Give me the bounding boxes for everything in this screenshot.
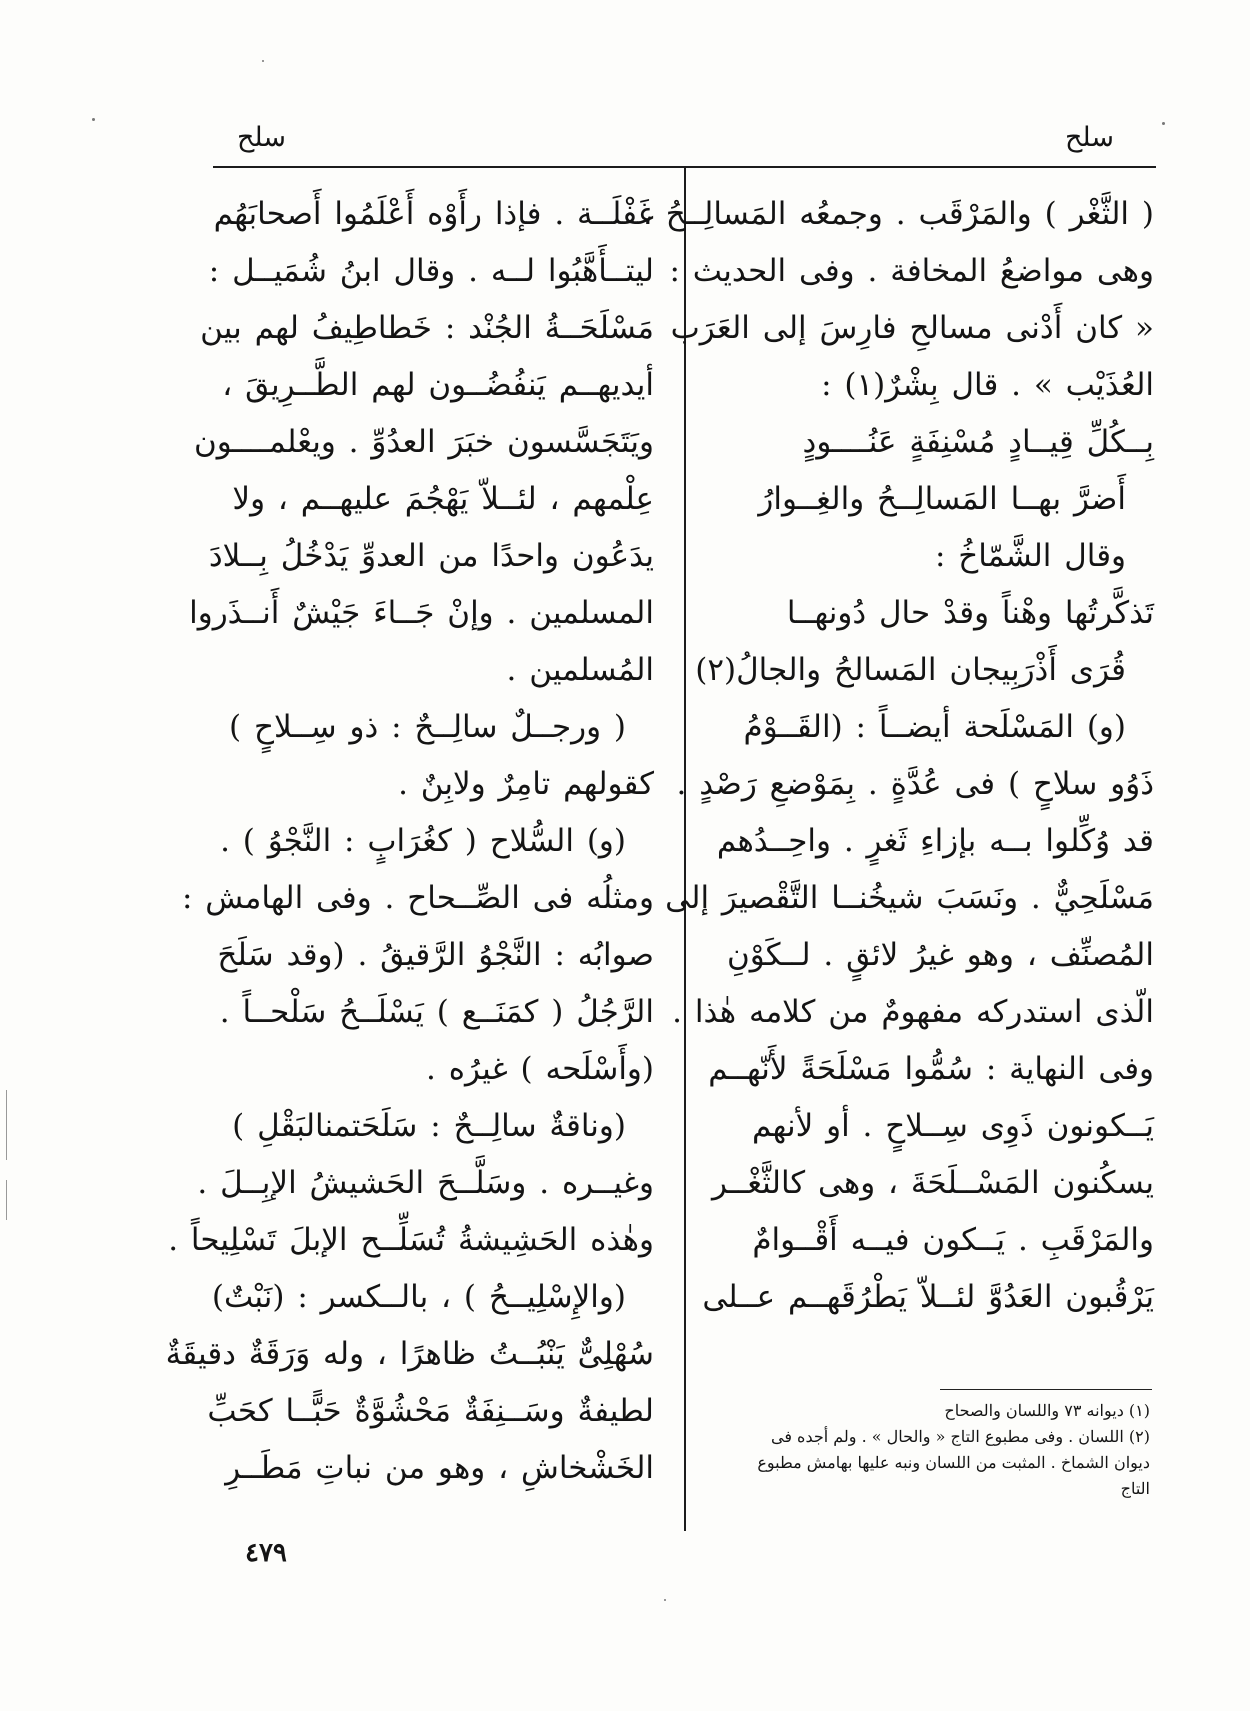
text-line: أيديهــم يَنفُضُــون لهم الطَّــرِيقَ ، — [222, 367, 654, 403]
text-line: ( الثَّغْر ) والمَرْقَب . وجمعُه المَسالِــحُ ، — [642, 196, 1154, 232]
text-line: يدَعُون واحدًا من العدوِّ يَدْخُلُ بِــلادَ — [208, 538, 654, 574]
verse-line: قُرَى أَذْرَبِيجان المَسالحُ والجالُ(٢) — [695, 652, 1126, 688]
text-line: قد وُكِّلوا بــه بإزاءِ ثَغرٍ . واحِــدُهم — [716, 823, 1154, 859]
text-line: وهى مواضعُ المخافة . وفى الحديث : — [669, 253, 1154, 289]
footnote-line: (١) ديوانه ٧٣ واللسان والصحاح — [944, 1401, 1150, 1420]
verse-line: بِــكُلِّ قِيــادٍ مُسْنِفَةٍ عَنُــــودٍ — [802, 424, 1154, 460]
text-line: ذَوُو سلاحٍ ) فى عُدَّةٍ . بِمَوْضعِ رَصْدٍ . — [676, 766, 1154, 802]
headword-left: سلح — [237, 122, 286, 153]
text-line: (و) المَسْلَحة أيضــاً : (القَــوْمُ — [743, 709, 1126, 745]
text-line: مَسْلَحِيٌّ . ونَسَبَ شيخُنــا التَّقْصيرَ إلى — [665, 880, 1154, 916]
headword-right: سلح — [1065, 122, 1114, 153]
text-line: ليتــأَهَّبُوا لــه . وقال ابنُ شُمَيــل : — [208, 253, 654, 289]
text-line: وفى النهاية : سُمُّوا مَسْلَحَةً لأَنّهــم — [708, 1051, 1154, 1087]
text-line: الخَشْخاشِ ، وهو من نباتِ مَطَــرِ — [225, 1450, 654, 1486]
text-line: غَفْلَــة . فإذا رأَوْه أَعْلَمُوا أَصحابَهُم — [213, 196, 654, 232]
scan-speck — [262, 60, 264, 62]
column-divider — [684, 168, 686, 1531]
text-line: يَــكونون ذَوِى سِــلاحٍ . أو لأنهم — [752, 1108, 1154, 1144]
text-line: يَرْقُبون العَدُوَّ لئــلاّ يَطْرُقَهــم عــلى — [702, 1279, 1154, 1315]
text-line: ( ورجــلٌ سالِــحٌ : ذو سِــلاحٍ ) — [229, 709, 626, 745]
text-line: (و) السُّلاح ( كغُرَابٍ : النَّجْوُ ) . — [220, 823, 626, 859]
text-line: والمَرْقَبِ . يَــكون فيــه أَقْــوامٌ — [752, 1222, 1154, 1258]
text-line: الرَّجُلُ ( كمَنَــع ) يَسْلَــحُ سَلْحــاً . — [219, 994, 654, 1030]
verse-line: تَذكَّرتُها وهْناً وقدْ حال دُونهــا — [786, 595, 1154, 631]
text-line: وهٰذه الحَشِيشةُ تُسَلِّــح الإبلَ تَسْلِيحاً . — [168, 1222, 654, 1258]
footnote-line: التاج — [1120, 1479, 1150, 1498]
text-line: (وأَسْلَحه ) غيرُه . — [426, 1051, 654, 1087]
text-line: مَسْلَحَــةُ الجُنْد : خَطاطِيفُ لهم بين — [200, 310, 654, 346]
footnote-rule — [940, 1389, 1152, 1390]
margin-mark — [6, 1090, 7, 1160]
footnote-line: ديوان الشماخ . المثبت من اللسان ونبه عليها بهامش مطبوع — [757, 1453, 1150, 1472]
text-line: (وناقةٌ سالِــحٌ : سَلَحَتمنالبَقْلِ ) — [232, 1108, 626, 1144]
footnotes — [714, 1398, 1150, 1502]
verse-line: أَضرَّ بهــا المَسالِــحُ والغِــوارُ — [758, 481, 1126, 517]
scan-speck — [1162, 122, 1165, 125]
text-line: وقال الشَّمّاخُ : — [934, 538, 1126, 574]
margin-mark — [6, 1180, 7, 1220]
text-line: كقولهم تامِرٌ ولابِنٌ . — [398, 766, 654, 802]
text-line: يسكُنون المَسْــلَحَةَ ، وهى كالثَّغْــر — [711, 1165, 1154, 1201]
text-line: عِلْمهم ، لئــلاّ يَهْجُمَ عليهــم ، ولا — [232, 481, 654, 517]
text-line: (والإِسْلِيــحُ ) ، بالــكسر : (نَبْتٌ) — [211, 1279, 626, 1315]
text-line: لطيفةٌ وسَــنِفَةٌ مَحْشُوَّةٌ حَبًّــا كحَبِّ — [207, 1393, 654, 1429]
text-line: صوابُه : النَّجْوُ الرَّقيقُ . (وقد سَلَحَ — [217, 937, 654, 973]
text-line: العُذَيْب » . قال بِشْرٌ(١) : — [821, 367, 1154, 403]
text-line: سُهْلِىٌّ يَنْبُــتُ ظاهرًا ، وله وَرَقَةٌ دقيقَةٌ — [165, 1336, 654, 1372]
right-column — [642, 186, 1154, 1326]
text-line: المُسلمين . — [506, 652, 654, 688]
text-line: ومثلُه فى الصِّــحاح . وفى الهامش : — [181, 880, 654, 916]
text-line: المُصنِّف ، وهو غيرُ لائقٍ . لــكَوْنِ — [727, 937, 1154, 973]
scan-speck — [92, 118, 95, 121]
text-line: وغيــره . وسَلَّــحَ الحَشيشُ الإبِــلَ . — [197, 1165, 654, 1201]
scan-speck — [664, 1599, 666, 1601]
text-line: المسلمين . وإنْ جَــاءَ جَيْشٌ أَنــذَروا — [189, 595, 654, 631]
footnote-line: (٢) اللسان . وفى مطبوع التاج « والحال » . ولم أجده فى — [770, 1427, 1150, 1446]
text-line: ويَتَجَسَّسون خبَرَ العدُوِّ . ويعْلمــــون — [193, 424, 654, 460]
page-number: ٤٧٩ — [245, 1538, 287, 1568]
text-line: « كان أَدْنى مسالحِ فارِسَ إلى العَرَب — [670, 310, 1154, 346]
text-line: الّذى استدركه مفهومٌ من كلامه هٰذا . — [672, 994, 1154, 1030]
left-column — [165, 186, 654, 1497]
